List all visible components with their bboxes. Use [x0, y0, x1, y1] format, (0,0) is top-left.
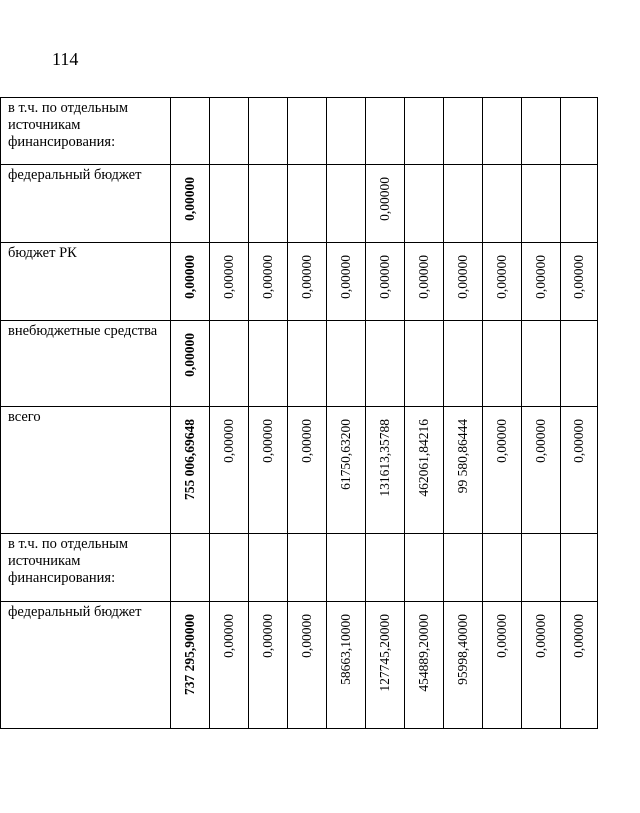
cell-value: 454889,20000	[416, 614, 431, 692]
value-cell	[327, 534, 366, 602]
cell-value: 737 295,90000	[182, 614, 197, 695]
value-cell	[171, 534, 210, 602]
cell-value: 61750,63200	[338, 419, 353, 490]
cell-value: 0,00000	[338, 255, 353, 299]
cell-value: 0,00000	[299, 255, 314, 299]
table-row	[1, 243, 598, 321]
cell-value: 0,00000	[416, 255, 431, 299]
value-cell	[210, 407, 249, 534]
value-cell	[561, 165, 598, 243]
cell-value: 0,00000	[221, 614, 236, 658]
value-cell	[366, 165, 405, 243]
value-cell	[561, 321, 598, 407]
value-cell	[249, 407, 288, 534]
cell-value: 0,00000	[221, 255, 236, 299]
value-cell	[249, 321, 288, 407]
cell-value: 0,00000	[494, 614, 509, 658]
value-cell	[210, 534, 249, 602]
cell-value: 0,00000	[377, 255, 392, 299]
cell-value: 0,00000	[377, 177, 392, 221]
table-row	[1, 602, 598, 729]
value-cell	[171, 243, 210, 321]
page-number: 114	[52, 49, 79, 69]
value-cell	[366, 98, 405, 165]
value-cell	[327, 98, 366, 165]
cell-value: 0,00000	[260, 614, 275, 658]
cell-value: 0,00000	[182, 255, 197, 299]
value-cell	[210, 165, 249, 243]
table-row	[1, 534, 598, 602]
row-label: всего	[1, 407, 171, 534]
value-cell	[444, 407, 483, 534]
value-cell	[288, 534, 327, 602]
value-cell	[444, 534, 483, 602]
value-cell	[327, 602, 366, 729]
value-cell	[288, 165, 327, 243]
value-cell	[522, 243, 561, 321]
value-cell	[288, 602, 327, 729]
value-cell	[522, 98, 561, 165]
value-cell	[171, 321, 210, 407]
value-cell	[249, 165, 288, 243]
value-cell	[249, 98, 288, 165]
value-cell	[483, 98, 522, 165]
value-cell	[288, 98, 327, 165]
value-cell	[366, 602, 405, 729]
value-cell	[444, 321, 483, 407]
cell-value: 462061,84216	[416, 419, 431, 497]
value-cell	[405, 321, 444, 407]
cell-value: 0,00000	[260, 419, 275, 463]
value-cell	[327, 407, 366, 534]
value-cell	[405, 602, 444, 729]
value-cell	[522, 165, 561, 243]
value-cell	[171, 165, 210, 243]
row-label: внебюджетные средства	[1, 321, 171, 407]
value-cell	[327, 243, 366, 321]
value-cell	[327, 165, 366, 243]
value-cell	[444, 243, 483, 321]
cell-value: 0,00000	[533, 255, 548, 299]
value-cell	[210, 243, 249, 321]
row-label: бюджет РК	[1, 243, 171, 321]
value-cell	[366, 407, 405, 534]
table-row	[1, 321, 598, 407]
cell-value: 58663,10000	[338, 614, 353, 685]
cell-value: 127745,20000	[377, 614, 392, 692]
value-cell	[288, 243, 327, 321]
value-cell	[249, 243, 288, 321]
value-cell	[483, 321, 522, 407]
value-cell	[561, 534, 598, 602]
value-cell	[561, 98, 598, 165]
value-cell	[405, 98, 444, 165]
value-cell	[561, 243, 598, 321]
value-cell	[366, 321, 405, 407]
cell-value: 0,00000	[299, 419, 314, 463]
table-row	[1, 165, 598, 243]
value-cell	[210, 602, 249, 729]
value-cell	[171, 602, 210, 729]
cell-value: 0,00000	[571, 419, 586, 463]
row-label: в т.ч. по отдельным источникам финансирования:	[1, 534, 171, 602]
value-cell	[444, 602, 483, 729]
value-cell	[561, 407, 598, 534]
cell-value: 0,00000	[182, 177, 197, 221]
value-cell	[483, 534, 522, 602]
value-cell	[483, 602, 522, 729]
value-cell	[561, 602, 598, 729]
value-cell	[522, 407, 561, 534]
value-cell	[405, 407, 444, 534]
value-cell	[210, 321, 249, 407]
cell-value: 0,00000	[533, 614, 548, 658]
cell-value: 755 006,69648	[182, 419, 197, 500]
row-label: в т.ч. по отдельным источникам финансирования:	[1, 98, 171, 165]
value-cell	[483, 165, 522, 243]
table-row	[1, 407, 598, 534]
value-cell	[327, 321, 366, 407]
value-cell	[288, 321, 327, 407]
cell-value: 99 580,86444	[455, 419, 470, 494]
cell-value: 131613,35788	[377, 419, 392, 497]
value-cell	[366, 243, 405, 321]
value-cell	[405, 243, 444, 321]
value-cell	[444, 165, 483, 243]
cell-value: 0,00000	[455, 255, 470, 299]
cell-value: 0,00000	[571, 255, 586, 299]
budget-table	[0, 97, 598, 729]
value-cell	[405, 165, 444, 243]
row-label: федеральный бюджет	[1, 602, 171, 729]
cell-value: 0,00000	[494, 255, 509, 299]
value-cell	[522, 602, 561, 729]
value-cell	[249, 534, 288, 602]
cell-value: 0,00000	[571, 614, 586, 658]
cell-value: 0,00000	[260, 255, 275, 299]
value-cell	[483, 407, 522, 534]
cell-value: 0,00000	[494, 419, 509, 463]
cell-value: 0,00000	[533, 419, 548, 463]
cell-value: 95998,40000	[455, 614, 470, 685]
value-cell	[171, 98, 210, 165]
table-row	[1, 98, 598, 165]
value-cell	[171, 407, 210, 534]
cell-value: 0,00000	[182, 333, 197, 377]
value-cell	[405, 534, 444, 602]
value-cell	[210, 98, 249, 165]
value-cell	[249, 602, 288, 729]
value-cell	[483, 243, 522, 321]
value-cell	[444, 98, 483, 165]
row-label: федеральный бюджет	[1, 165, 171, 243]
cell-value: 0,00000	[299, 614, 314, 658]
value-cell	[366, 534, 405, 602]
value-cell	[522, 534, 561, 602]
value-cell	[522, 321, 561, 407]
cell-value: 0,00000	[221, 419, 236, 463]
value-cell	[288, 407, 327, 534]
